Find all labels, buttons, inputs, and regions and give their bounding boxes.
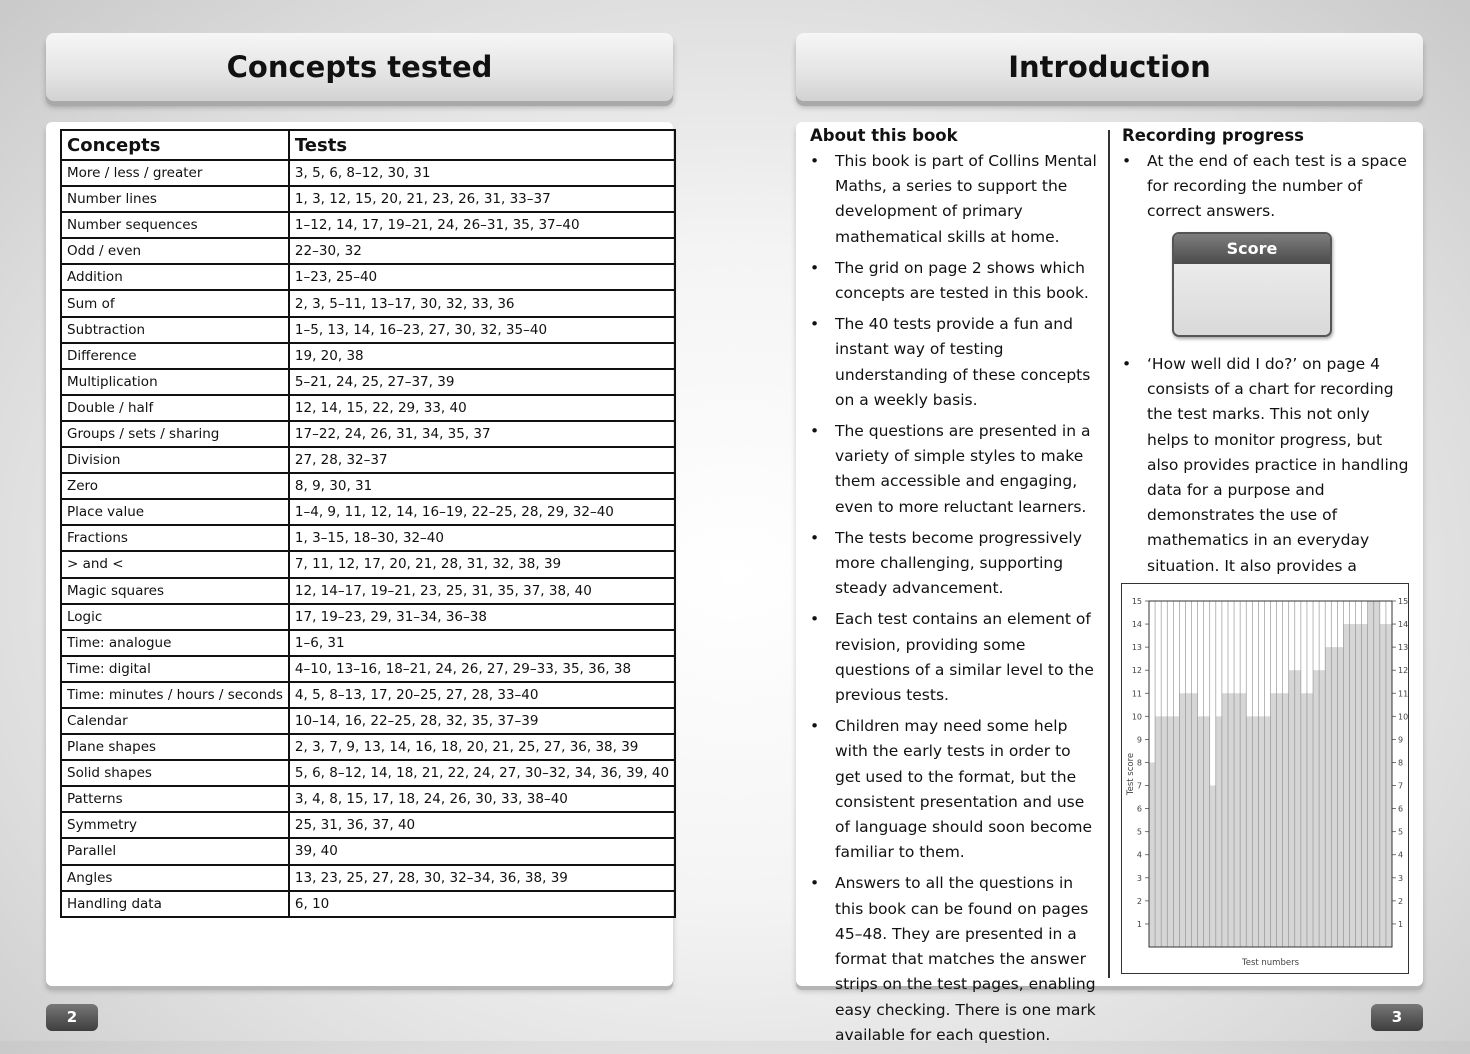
chart-tick-label: 5: [1398, 827, 1404, 837]
chart-bar: [1185, 693, 1191, 947]
concept-cell: Number lines: [61, 186, 289, 212]
progress-chart-svg: [1122, 584, 1408, 973]
tests-cell: 8, 9, 30, 31: [289, 473, 675, 499]
chart-bar: [1337, 647, 1343, 947]
concept-cell: Logic: [61, 604, 289, 630]
table-row: [61, 160, 675, 186]
chart-tick-label: 3: [1398, 873, 1404, 883]
chart-tick-label: 15: [1398, 597, 1408, 606]
table-row: [61, 186, 675, 212]
tests-cell: 2, 3, 5–11, 13–17, 30, 32, 33, 36: [289, 290, 675, 316]
chart-bar: [1258, 716, 1264, 947]
recording-bullet: • At the end of each test is a space for recording the number of correct answers.: [1122, 149, 1412, 225]
table-row: [61, 734, 675, 760]
tests-cell: 3, 4, 8, 15, 17, 18, 24, 26, 30, 33, 38–40: [289, 786, 675, 812]
about-list: [810, 149, 1100, 1048]
introduction-banner: [796, 33, 1423, 101]
table-row: [61, 238, 675, 264]
chart-bar: [1246, 716, 1252, 947]
concept-cell: Handling data: [61, 891, 289, 917]
table-row: [61, 630, 675, 656]
chart-tick-label: 2: [1136, 896, 1142, 906]
tests-cell: 19, 20, 38: [289, 343, 675, 369]
table-row: [61, 656, 675, 682]
chart-bar: [1210, 786, 1216, 947]
about-bullet: • Answers to all the questions in this book can be found on pages 45–48. They are presented in a format that matches the answer strips on the test pages, enabling easy checking. There is one mark available for each question.: [810, 871, 1100, 1047]
chart-tick-label: 8: [1398, 758, 1404, 768]
chart-tick-label: 13: [1131, 643, 1142, 653]
tests-cell: 12, 14–17, 19–21, 23, 25, 31, 35, 37, 38, 40: [289, 578, 675, 604]
table-row: [61, 212, 675, 238]
recording-bullet: • ‘How well did I do?’ on page 4 consists of a chart for recording the test marks. This not only helps to monitor progress, but also provides practice in handling data for a purpose and demonstrates the use of mathematics in an everyday situation. It also provides a: [1122, 352, 1412, 629]
introduction-panel: [796, 122, 1423, 1044]
chart-tick-label: 14: [1398, 620, 1408, 630]
concept-cell: Time: analogue: [61, 630, 289, 656]
tests-cell: 1, 3–15, 18–30, 32–40: [289, 525, 675, 551]
chart-bar: [1222, 693, 1228, 947]
header-tests: Tests: [289, 130, 675, 160]
chart-bar: [1295, 670, 1301, 947]
table-row: [61, 604, 675, 630]
chart-tick-label: 14: [1131, 620, 1142, 630]
chart-tick-label: 10: [1131, 712, 1142, 722]
concept-cell: Plane shapes: [61, 734, 289, 760]
tests-cell: 22–30, 32: [289, 238, 675, 264]
concept-cell: Angles: [61, 865, 289, 891]
tests-cell: 3, 5, 6, 8–12, 30, 31: [289, 160, 675, 186]
chart-tick-label: 3: [1136, 873, 1142, 883]
concept-cell: Groups / sets / sharing: [61, 421, 289, 447]
concept-cell: Addition: [61, 264, 289, 290]
score-label: Score: [1174, 234, 1330, 264]
recording-title: Recording progress: [1122, 126, 1304, 145]
chart-bar: [1167, 716, 1173, 947]
chart-bar: [1155, 716, 1161, 947]
about-bullet: • The grid on page 2 shows which concepts are tested in this book.: [810, 256, 1100, 306]
tests-cell: 2, 3, 7, 9, 13, 14, 16, 18, 20, 21, 25, 27, 36, 38, 39: [289, 734, 675, 760]
concept-cell: Symmetry: [61, 812, 289, 838]
score-box: [1172, 232, 1332, 337]
concept-cell: Difference: [61, 343, 289, 369]
chart-bar: [1198, 716, 1204, 947]
concept-cell: Sum of: [61, 290, 289, 316]
introduction-title: Introduction: [1008, 50, 1211, 84]
concept-cell: Division: [61, 447, 289, 473]
chart-bar: [1356, 624, 1362, 947]
about-bullet: • Children may need some help with the early tests in order to get used to the format, but the consistent presentation and use of language should soon become familiar to them.: [810, 714, 1100, 865]
tests-cell: 39, 40: [289, 838, 675, 864]
tests-cell: 12, 14, 15, 22, 29, 33, 40: [289, 395, 675, 421]
concept-cell: Magic squares: [61, 578, 289, 604]
chart-xlabel: Test numbers: [1241, 958, 1300, 968]
chart-bar: [1289, 670, 1295, 947]
table-row: [61, 473, 675, 499]
about-column: [810, 122, 1100, 1054]
tests-cell: 1–4, 9, 11, 12, 14, 16–19, 22–25, 28, 29, 32–40: [289, 499, 675, 525]
page-number-right: [1371, 1004, 1423, 1031]
header-concepts: Concepts: [61, 130, 289, 160]
chart-bar: [1228, 693, 1234, 947]
table-row: [61, 369, 675, 395]
chart-bar: [1173, 716, 1179, 947]
tests-cell: 27, 28, 32–37: [289, 447, 675, 473]
chart-bar: [1271, 693, 1277, 947]
table-row: [61, 578, 675, 604]
tests-cell: 4–10, 13–16, 18–21, 24, 26, 27, 29–33, 35, 36, 38: [289, 656, 675, 682]
concept-cell: Patterns: [61, 786, 289, 812]
about-bullet: • This book is part of Collins Mental Maths, a series to support the development of primary mathematical skills at home.: [810, 149, 1100, 250]
tests-cell: 5–21, 24, 25, 27–37, 39: [289, 369, 675, 395]
chart-tick-label: 9: [1136, 735, 1142, 745]
concepts-table-body: [61, 160, 675, 917]
chart-bar: [1252, 716, 1258, 947]
concepts-table: [60, 129, 676, 918]
about-bullet: • The questions are presented in a variety of simple styles to make them accessible and engaging, even to more reluctant learners.: [810, 419, 1100, 520]
chart-bar: [1192, 693, 1198, 947]
table-row: [61, 838, 675, 864]
chart-tick-label: 12: [1131, 666, 1142, 676]
tests-cell: 1–6, 31: [289, 630, 675, 656]
table-row: [61, 812, 675, 838]
chart-bar: [1325, 647, 1331, 947]
concept-cell: Place value: [61, 499, 289, 525]
tests-cell: 6, 10: [289, 891, 675, 917]
page-number-left-label: 2: [66, 1008, 78, 1026]
about-bullet: • Each test contains an element of revision, providing some questions of a similar level to the previous tests.: [810, 607, 1100, 708]
chart-bar: [1277, 693, 1283, 947]
tests-cell: 5, 6, 8–12, 14, 18, 21, 22, 24, 27, 30–32, 34, 36, 39, 40: [289, 760, 675, 786]
chart-bar: [1313, 670, 1319, 947]
about-bullet: • The tests become progressively more challenging, supporting steady advancement.: [810, 526, 1100, 602]
chart-tick-label: 1: [1398, 919, 1404, 929]
concept-cell: Odd / even: [61, 238, 289, 264]
chart-ylabel: Test score: [1126, 752, 1136, 796]
chart-bar: [1264, 716, 1270, 947]
recording-list-1: [1122, 149, 1412, 225]
chart-bar: [1386, 624, 1392, 947]
concepts-title: Concepts tested: [226, 50, 493, 84]
concept-cell: Parallel: [61, 838, 289, 864]
chart-bar: [1216, 716, 1222, 947]
tests-cell: 4, 5, 8–13, 17, 20–25, 27, 28, 33–40: [289, 682, 675, 708]
chart-tick-label: 5: [1136, 827, 1142, 837]
chart-bar: [1368, 601, 1374, 947]
table-row: [61, 343, 675, 369]
tests-cell: 1–23, 25–40: [289, 264, 675, 290]
table-row: [61, 760, 675, 786]
concept-cell: Multiplication: [61, 369, 289, 395]
concept-cell: More / less / greater: [61, 160, 289, 186]
tests-cell: 1–5, 13, 14, 16–23, 27, 30, 32, 35–40: [289, 317, 675, 343]
about-title: About this book: [810, 126, 958, 145]
tests-cell: 17, 19–23, 29, 31–34, 36–38: [289, 604, 675, 630]
chart-tick-label: 4: [1136, 850, 1142, 860]
chart-tick-label: 1: [1136, 919, 1142, 929]
concept-cell: Time: minutes / hours / seconds: [61, 682, 289, 708]
table-row: [61, 264, 675, 290]
chart-bar: [1362, 624, 1368, 947]
chart-tick-label: 6: [1398, 804, 1404, 814]
chart-tick-label: 8: [1136, 758, 1142, 768]
tests-cell: 25, 31, 36, 37, 40: [289, 812, 675, 838]
tests-cell: 17–22, 24, 26, 31, 34, 35, 37: [289, 421, 675, 447]
concept-cell: Time: digital: [61, 656, 289, 682]
tests-cell: 7, 11, 12, 17, 20, 21, 28, 31, 32, 38, 39: [289, 551, 675, 577]
chart-tick-label: 4: [1398, 850, 1404, 860]
table-row: [61, 499, 675, 525]
chart-tick-label: 11: [1131, 689, 1142, 699]
chart-bar: [1319, 670, 1325, 947]
concept-cell: Calendar: [61, 708, 289, 734]
concept-cell: > and <: [61, 551, 289, 577]
table-row: [61, 865, 675, 891]
chart-bar: [1380, 624, 1386, 947]
recording-column: [1122, 122, 1412, 231]
tests-cell: 1–12, 14, 17, 19–21, 24, 26–31, 35, 37–40: [289, 212, 675, 238]
table-row: [61, 525, 675, 551]
chart-bar: [1343, 624, 1349, 947]
chart-tick-label: 10: [1398, 712, 1408, 722]
chart-bar: [1283, 693, 1289, 947]
chart-bar: [1301, 693, 1307, 947]
table-row: [61, 395, 675, 421]
table-row: [61, 551, 675, 577]
table-row: [61, 786, 675, 812]
table-row: [61, 891, 675, 917]
chart-bar: [1234, 693, 1240, 947]
concept-cell: Number sequences: [61, 212, 289, 238]
chart-bar: [1349, 624, 1355, 947]
table-header-row: [61, 130, 675, 160]
page-number-right-label: 3: [1391, 1008, 1403, 1026]
chart-tick-label: 13: [1398, 643, 1408, 653]
tests-cell: 1, 3, 12, 15, 20, 21, 23, 26, 31, 33–37: [289, 186, 675, 212]
chart-tick-label: 9: [1398, 735, 1404, 745]
chart-tick-label: 12: [1398, 666, 1408, 676]
chart-tick-label: 7: [1398, 781, 1404, 791]
table-row: [61, 447, 675, 473]
concept-cell: Fractions: [61, 525, 289, 551]
concept-cell: Subtraction: [61, 317, 289, 343]
column-divider: [1108, 130, 1110, 978]
concepts-banner: [46, 33, 673, 101]
chart-tick-label: 15: [1131, 597, 1142, 606]
concept-cell: Double / half: [61, 395, 289, 421]
progress-chart: [1121, 583, 1409, 974]
chart-tick-label: 6: [1136, 804, 1142, 814]
chart-tick-label: 7: [1136, 781, 1142, 791]
chart-bar: [1374, 601, 1380, 947]
table-row: [61, 317, 675, 343]
page-number-left: [46, 1004, 98, 1031]
tests-cell: 13, 23, 25, 27, 28, 30, 32–34, 36, 38, 39: [289, 865, 675, 891]
chart-bar: [1149, 762, 1155, 947]
table-row: [61, 290, 675, 316]
concept-cell: Zero: [61, 473, 289, 499]
chart-bar: [1204, 716, 1210, 947]
about-bullet: • The 40 tests provide a fun and instant way of testing understanding of these concepts on a weekly basis.: [810, 312, 1100, 413]
chart-bar: [1240, 693, 1246, 947]
tests-cell: 10–14, 16, 22–25, 28, 32, 35, 37–39: [289, 708, 675, 734]
chart-bar: [1161, 716, 1167, 947]
chart-tick-label: 2: [1398, 896, 1404, 906]
table-row: [61, 421, 675, 447]
concept-cell: Solid shapes: [61, 760, 289, 786]
chart-bar: [1331, 647, 1337, 947]
table-row: [61, 708, 675, 734]
concepts-panel: [46, 122, 673, 986]
table-row: [61, 682, 675, 708]
chart-tick-label: 11: [1398, 689, 1408, 699]
chart-bar: [1307, 693, 1313, 947]
chart-bar: [1179, 693, 1185, 947]
